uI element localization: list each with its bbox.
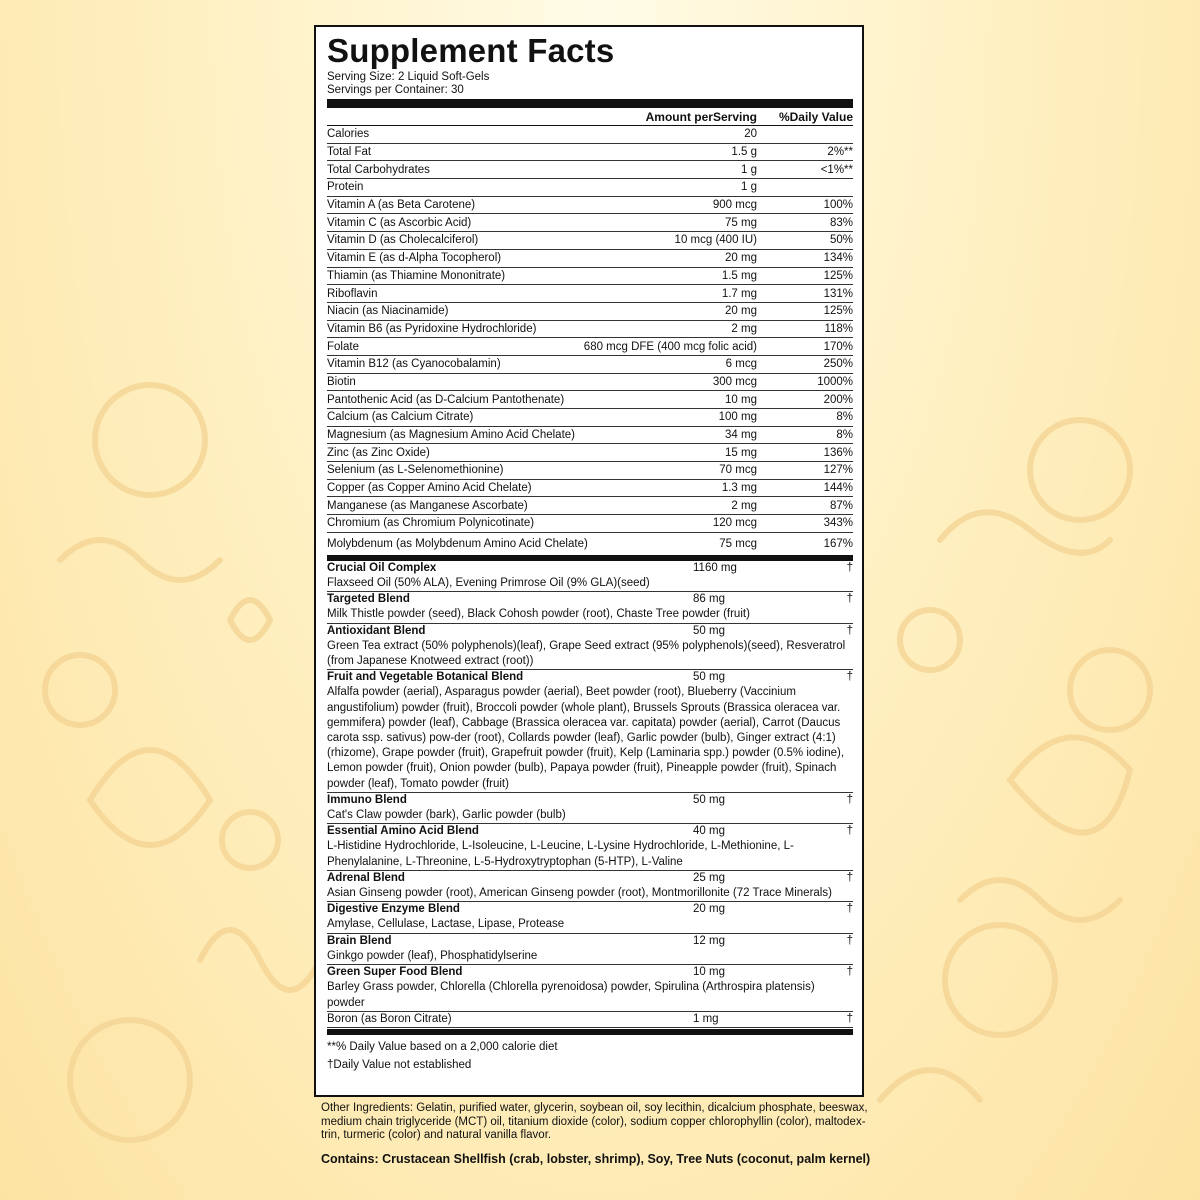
blend-name: Antioxidant Blend [327,624,426,637]
nutrient-amount: 1 g [741,163,757,176]
nutrient-dv: 100% [823,199,853,212]
blend-dv: † [846,903,853,916]
nutrient-amount: 70 mcg [719,464,757,477]
blend-dv: † [846,593,853,606]
footnote-dv-basis: **% Daily Value based on a 2,000 calorie diet [327,1040,558,1053]
nutrient-name: Vitamin C (as Ascorbic Acid) [327,216,472,229]
other-ingredients: Other Ingredients: Gelatin, purified water, glycerin, soybean oil, soy lecithin, dicalcium phosphate, beeswax, medium chain triglyceride (MCT) oil, titanium dioxide (color), sodium copper chlorophyllin (color), maltodex-trin, turmeric (color) and natural vanilla flavor. [321,1102,868,1141]
nutrient-amount: 20 mg [725,252,757,265]
blend-name: Targeted Blend [327,593,410,606]
nutrient-amount: 1.5 mg [721,269,757,282]
blend-name: Crucial Oil Complex [327,561,437,574]
nutrient-name: Zinc (as Zinc Oxide) [327,446,430,459]
blend-row [327,824,853,871]
blend-ingredients: Flaxseed Oil (50% ALA), Evening Primrose Oil (9% GLA)(seed) [327,577,650,590]
table-row [327,214,853,232]
blend-row [327,902,853,933]
nutrient-name: Calories [327,128,370,141]
blend-ingredients: Alfalfa powder (aerial), Asparagus powder (aerial), Beet powder (root), Blueberry (Vaccinium angustifolium) powder (fruit), Broccoli powder (whole plant), Brussels Sprouts (Brassica oleracea var. gemmifera) powder (leaf), Cabbage (Brassica oleracea var. capitata) powder (aerial), Carrot (Daucus carota ssp. sativus) pow-der (root), Collards powder (leaf), Garlic powder (bulb), Ginger extract (4:1)(rhizome), Grape powder (fruit), Grapefruit powder (fruit), Kelp (Laminaria spp.) powder (0.5% iodine), Lemon powder (fruit), Onion powder (bulb), Papaya powder (fruit), Pineapple powder (fruit), Spinach powder (leaf), Tomato powder (fruit) [327,686,845,790]
blend-dv: † [846,561,853,574]
blend-ingredients: Barley Grass powder, Chlorella (Chlorella pyrenoidosa) powder, Spirulina (Arthrospira platensis) powder [327,981,815,1009]
nutrient-name: Chromium (as Chromium Polynicotinate) [327,517,535,530]
nutrient-dv: 144% [823,482,853,495]
nutrient-amount: 900 mcg [712,199,757,212]
nutrient-dv: 343% [823,517,853,530]
blend-name: Brain Blend [327,934,392,947]
nutrient-amount: 6 mcg [725,358,757,371]
blend-name: Essential Amino Acid Blend [327,825,479,838]
table-row [327,427,853,445]
table-row [327,409,853,427]
nutrient-amount: 2 mg [731,322,757,335]
blend-ingredients: Green Tea extract (50% polyphenols)(leaf), Grape Seed extract (95% polyphenols)(seed), Resveratrol (from Japanese Knotweed extract (root)) [327,639,846,668]
nutrient-dv: <1%** [820,163,853,176]
nutrient-name: Vitamin B6 (as Pyridoxine Hydrochloride) [327,322,537,335]
nutrient-dv: 167% [823,537,853,550]
table-row [327,356,853,374]
nutrient-amount: 1 mg [693,1012,719,1025]
blend-row [327,934,853,965]
nutrient-name: Total Fat [327,146,372,159]
blend-amount: 86 mg [693,593,725,606]
boron-row [327,1012,853,1028]
blend-amount: 20 mg [693,903,725,916]
table-row [327,321,853,339]
table-row [327,338,853,356]
blend-row [327,871,853,902]
blend-dv: † [846,671,853,684]
table-row [327,179,853,197]
nutrient-dv: 83% [829,216,853,229]
table-row [327,444,853,462]
nutrient-dv: 127% [823,464,853,477]
nutrient-name: Magnesium (as Magnesium Amino Acid Chelate) [327,429,576,442]
table-row [327,374,853,392]
dv-header: %Daily Value [778,109,853,124]
blend-row [327,624,853,671]
blend-amount: 50 mg [693,793,725,806]
nutrient-name: Manganese (as Manganese Ascorbate) [327,499,528,512]
panel-title: Supplement Facts [327,32,615,69]
nutrient-dv: 125% [823,269,853,282]
blend-name: Green Super Food Blend [327,966,463,979]
nutrient-amount: 15 mg [725,446,757,459]
blend-table [327,561,853,1012]
column-header [327,108,853,126]
blend-amount: 50 mg [693,671,725,684]
blend-ingredients: L-Histidine Hydrochloride, L-Isoleucine, L-Leucine, L-Lysine Hydrochloride, L-Methionine, L-Phenylalanine, L-Threonine, L-5-Hydroxytryptophan (5-HTP), L-Valine [327,840,794,868]
nutrient-name: Selenium (as L-Selenomethionine) [327,464,504,477]
blend-name: Digestive Enzyme Blend [327,903,460,916]
blend-row [327,793,853,824]
blend-name: Adrenal Blend [327,871,405,884]
blend-row [327,965,853,1012]
nutrient-dv: 1000% [817,375,853,388]
nutrient-name: Copper (as Copper Amino Acid Chelate) [327,482,532,495]
nutrient-amount: 1.3 mg [721,482,757,495]
nutrient-amount: 100 mg [718,411,757,424]
nutrient-amount: 10 mcg (400 IU) [674,234,757,247]
nutrient-amount: 300 mcg [712,375,757,388]
allergen-statement: Contains: Crustacean Shellfish (crab, lobster, shrimp), Soy, Tree Nuts (coconut, palm kernel) [321,1152,871,1166]
nutrient-name: Niacin (as Niacinamide) [327,305,449,318]
table-row [327,250,853,268]
nutrient-name: Vitamin B12 (as Cyanocobalamin) [327,358,501,371]
nutrient-amount: 1.5 g [731,146,757,159]
supplement-facts-panel [314,25,864,1097]
table-row [327,285,853,303]
blend-dv: † [846,825,853,838]
nutrient-dv: 8% [836,411,853,424]
nutrient-dv: 136% [823,446,853,459]
blend-dv: † [846,871,853,884]
nutrient-amount: 2 mg [731,499,757,512]
nutrient-name: Vitamin D (as Cholecalciferol) [327,234,479,247]
table-row [327,126,853,144]
blend-name: Immuno Blend [327,793,407,806]
blend-row [327,561,853,592]
footnote-dv-not-established: †Daily Value not established [327,1058,472,1071]
table-row [327,497,853,515]
blend-dv: † [846,793,853,806]
nutrient-name: Riboflavin [327,287,378,300]
nutrient-name: Thiamin (as Thiamine Mononitrate) [327,269,506,282]
blend-name: Fruit and Vegetable Botanical Blend [327,671,524,684]
nutrient-name: Vitamin E (as d-Alpha Tocopherol) [327,252,502,265]
blend-row [327,670,853,793]
nutrient-amount: 1.7 mg [721,287,757,300]
table-row [327,161,853,179]
nutrient-dv: 118% [824,322,853,335]
table-row [327,515,853,533]
divider-thick [327,99,853,108]
table-row [327,232,853,250]
blend-row [327,592,853,623]
nutrient-dv: 2%** [827,146,853,159]
nutrient-name: Protein [327,181,364,194]
blend-amount: 25 mg [693,871,725,884]
nutrient-name: Folate [327,340,359,353]
nutrient-amount: 75 mg [725,216,757,229]
nutrient-amount: 120 mcg [712,517,757,530]
blend-dv: † [846,624,853,637]
table-row [327,391,853,409]
nutrient-name: Biotin [327,375,356,388]
nutrient-amount: 75 mcg [719,537,757,550]
blend-amount: 12 mg [693,934,725,947]
nutrient-dv: † [846,1012,853,1025]
blend-amount: 1160 mg [693,561,737,574]
nutrient-table [327,126,853,555]
nutrient-name: Boron (as Boron Citrate) [327,1012,452,1025]
table-row [327,533,853,555]
divider-thick [327,1029,853,1035]
nutrient-amount: 34 mg [725,429,757,442]
nutrient-amount: 10 mg [725,393,757,406]
nutrient-amount: 680 mcg DFE (400 mcg folic acid) [583,340,757,353]
nutrient-dv: 125% [823,305,853,318]
nutrient-name: Molybdenum (as Molybdenum Amino Acid Chelate) [327,537,588,550]
nutrient-name: Vitamin A (as Beta Carotene) [327,199,476,212]
serving-size: Serving Size: 2 Liquid Soft-Gels [327,71,490,83]
table-row [327,303,853,321]
blend-amount: 50 mg [693,624,725,637]
blend-dv: † [846,934,853,947]
servings-per-container: Servings per Container: 30 [327,84,464,96]
nutrient-amount: 20 mg [725,305,757,318]
table-row [327,480,853,498]
nutrient-amount: 1 g [741,181,757,194]
nutrient-name: Calcium (as Calcium Citrate) [327,411,474,424]
nutrient-dv: 8% [836,429,853,442]
blend-amount: 40 mg [693,825,725,838]
blend-ingredients: Cat's Claw powder (bark), Garlic powder (bulb) [327,809,566,822]
table-row [327,197,853,215]
blend-ingredients: Ginkgo powder (leaf), Phosphatidylserine [327,949,538,962]
table-row [327,462,853,480]
blend-ingredients: Asian Ginseng powder (root), American Ginseng powder (root), Montmorillonite (72 Trace Minerals) [327,887,832,900]
blend-dv: † [846,966,853,979]
nutrient-dv: 50% [829,234,853,247]
table-row [327,268,853,286]
nutrient-dv: 131% [823,287,853,300]
nutrient-dv: 87% [829,499,853,512]
nutrient-amount: 20 [744,128,757,141]
nutrient-name: Pantothenic Acid (as D-Calcium Pantothenate) [327,393,565,406]
nutrient-dv: 250% [823,358,853,371]
nutrient-dv: 134% [823,252,853,265]
nutrient-dv: 170% [823,340,853,353]
table-row [327,144,853,162]
nutrient-name: Total Carbohydrates [327,163,430,176]
nutrient-dv: 200% [823,393,853,406]
blend-ingredients: Milk Thistle powder (seed), Black Cohosh powder (root), Chaste Tree powder (fruit) [327,608,750,621]
amount-header: Amount perServing [645,109,757,124]
blend-amount: 10 mg [693,966,725,979]
blend-ingredients: Amylase, Cellulase, Lactase, Lipase, Protease [327,918,565,931]
